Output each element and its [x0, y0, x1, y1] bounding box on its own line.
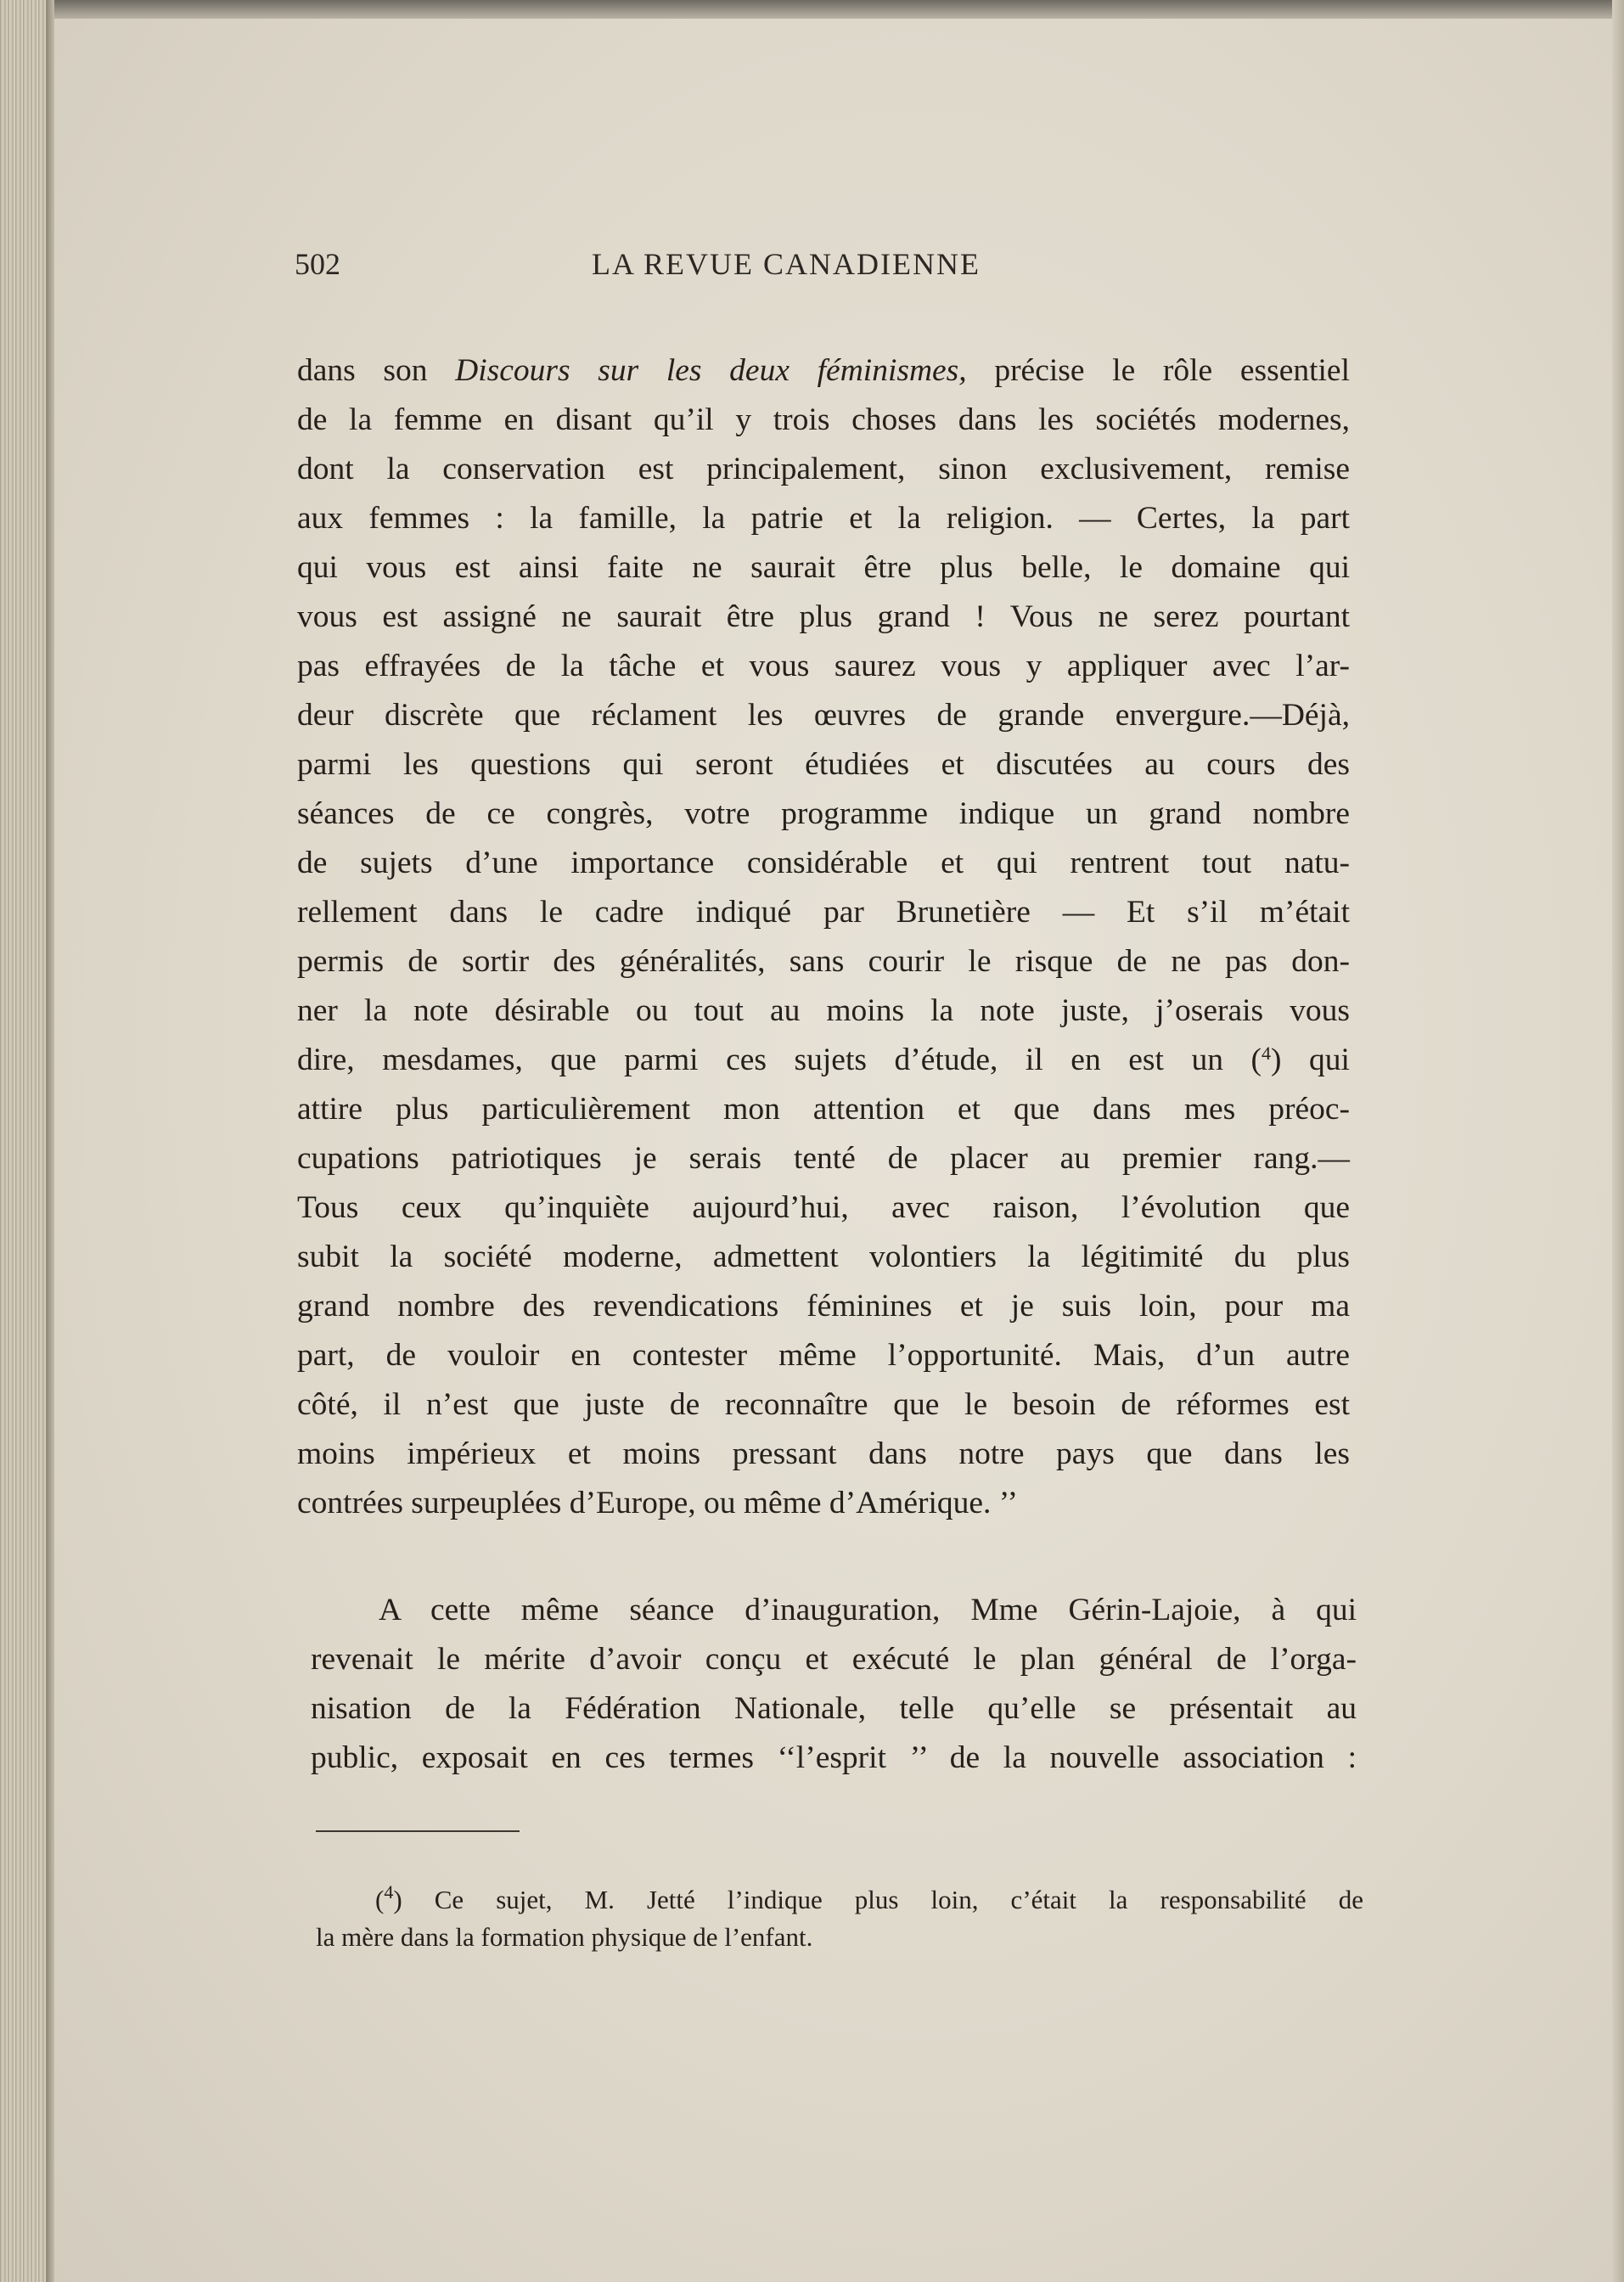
text-line: vous est assigné ne saurait être plus grand ! Vous ne serez pourtant	[297, 599, 1350, 634]
text-line: parmi les questions qui seront étudiées et discutées au cours des	[297, 747, 1350, 782]
text-line: de la femme en disant qu’il y trois choses dans les sociétés modernes,	[297, 402, 1350, 437]
text-line: moins impérieux et moins pressant dans notre pays que dans les	[297, 1436, 1350, 1471]
text-span: dans son	[297, 353, 456, 388]
text-line: dont la conservation est principalement, sinon exclusivement, remise	[297, 452, 1350, 486]
text-line: revenait le mérite d’avoir conçu et exécuté le plan général de l’orga-	[311, 1642, 1357, 1677]
text-line: côté, il n’est que juste de reconnaître que le besoin de réformes est	[297, 1387, 1350, 1422]
book-binding-edge	[0, 0, 51, 2282]
text-span: ) qui	[1271, 1043, 1350, 1077]
text-line: cupations patriotiques je serais tenté de placer au premier rang.—	[297, 1141, 1350, 1176]
text-span: précise le rôle essentiel	[966, 353, 1350, 388]
footnote-line: ($^4$) Ce sujet, M. Jetté l’indique plus loin, c’était la responsabilité de	[375, 1881, 1363, 1914]
text-span: ) Ce sujet, M. Jetté l’indique plus loin, c’était la responsabilité de	[393, 1885, 1363, 1914]
text-line	[297, 1036, 1350, 1085]
text-line: nisation de la Fédération Nationale, telle qu’elle se présentait au	[311, 1691, 1357, 1726]
text-line	[297, 346, 1350, 396]
paragraph-quote	[297, 346, 1350, 1528]
text-line: part, de vouloir en contester même l’opportunité. Mais, d’un autre	[297, 1338, 1350, 1373]
text-line: permis de sortir des généralités, sans courir le risque de ne pas don-	[297, 944, 1350, 979]
footnote-marker: 4	[384, 1881, 394, 1903]
scan-top-edge	[0, 0, 1624, 19]
text-line: aux femmes : la famille, la patrie et la religion. — Certes, la part	[297, 501, 1350, 536]
text-line: subit la société moderne, admettent volontiers la légitimité du plus	[297, 1239, 1350, 1274]
footnote-line: la mère dans la formation physique de l’enfant.	[316, 1922, 813, 1952]
text-line: deur discrète que réclament les œuvres de grande envergure.—Déjà,	[297, 698, 1350, 733]
text-line: Tous ceux qu’inquiète aujourd’hui, avec raison, l’évolution que	[297, 1190, 1350, 1225]
text-line: contrées surpeuplées d’Europe, ou même d’Amérique. ’’	[297, 1486, 1018, 1520]
text-span: dire, mesdames, que parmi ces sujets d’étude, il en est un (	[297, 1043, 1262, 1077]
text-line: grand nombre des revendications féminines et je suis loin, pour ma	[297, 1289, 1350, 1324]
text-line: ner la note désirable ou tout au moins la note juste, j’oserais vous	[297, 993, 1350, 1028]
text-line: de sujets d’une importance considérable et qui rentrent tout natu-	[297, 846, 1350, 880]
text-line: public, exposait en ces termes ‘‘l’esprit ’’ de la nouvelle association :	[311, 1740, 1357, 1775]
text-line: séances de ce congrès, votre programme indique un grand nombre	[297, 796, 1350, 831]
italic-title: Discours sur les deux féminismes,	[455, 353, 967, 388]
text-line: attire plus particulièrement mon attention et que dans mes préoc-	[297, 1092, 1350, 1127]
text-line: qui vous est ainsi faite ne saurait être plus belle, le domaine qui	[297, 550, 1350, 585]
footnote-divider	[316, 1830, 520, 1832]
footnote	[316, 1881, 1363, 1956]
text-line: pas effrayées de la tâche et vous saurez vous y appliquer avec l’ar-	[297, 649, 1350, 683]
book-gutter	[46, 0, 54, 2282]
running-head: LA REVUE CANADIENNE	[592, 247, 981, 281]
paragraph-inauguration	[311, 1586, 1357, 1783]
page-number: 502	[295, 247, 340, 281]
footnote-reference: 4	[1262, 1043, 1272, 1064]
text-line: rellement dans le cadre indiqué par Brunetière — Et s’il m’était	[297, 895, 1350, 930]
text-line: A cette même séance d’inauguration, Mme Gérin-Lajoie, à qui	[379, 1593, 1357, 1627]
page-right-edge	[1612, 0, 1624, 2282]
